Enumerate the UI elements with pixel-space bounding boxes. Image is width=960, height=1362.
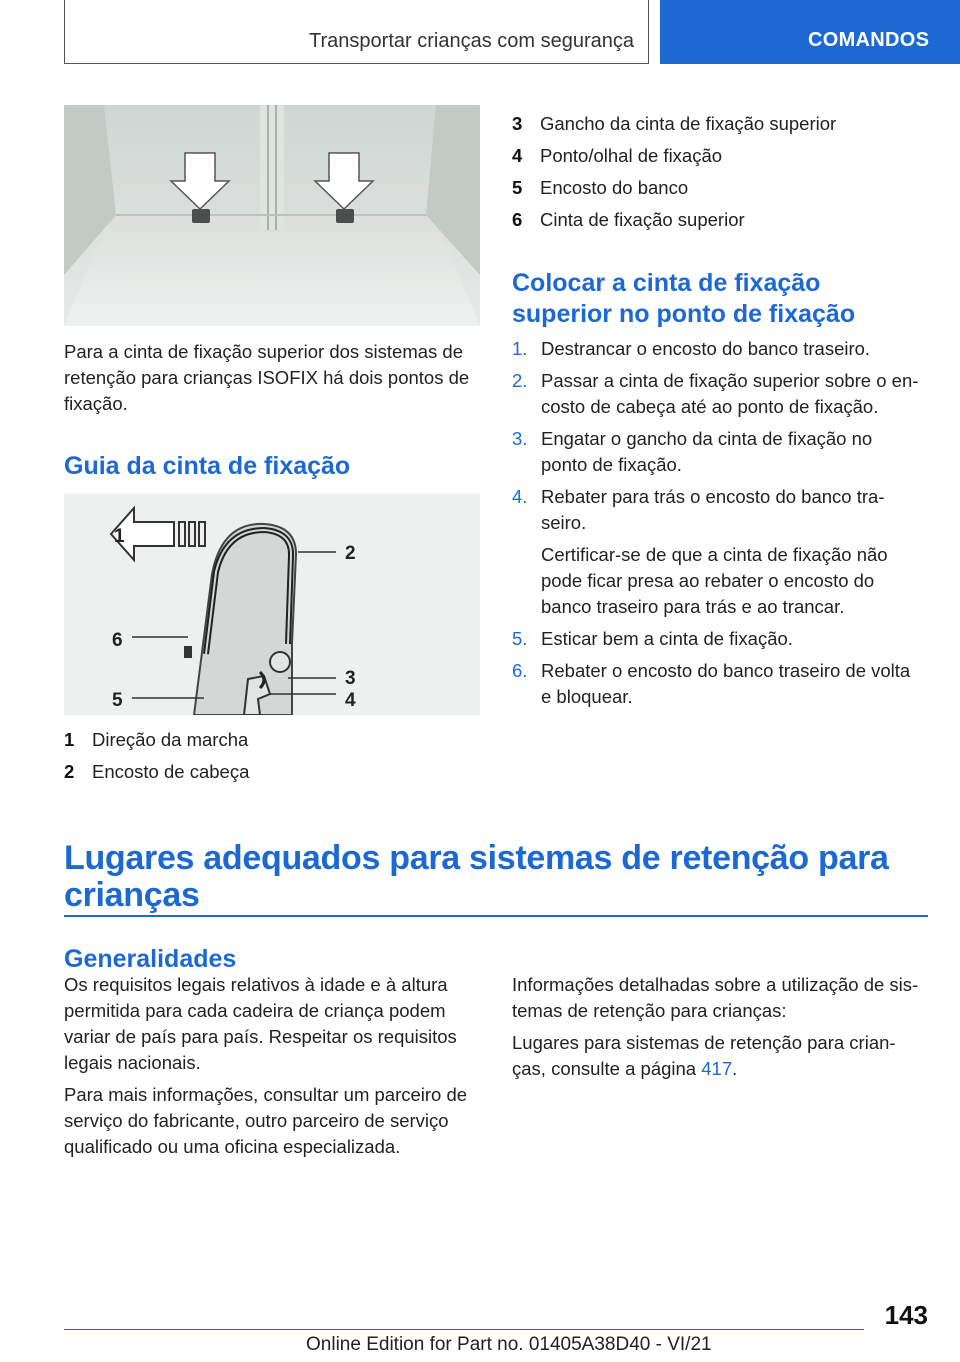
step-item: 1. Destrancar o encosto do banco traseiro. [512,338,871,359]
legend-item: 6 Cinta de fixação superior [512,209,745,230]
section-title: Lugares adequados para sistemas de retenção para crianças [64,839,889,914]
anchor-point-right [336,209,354,223]
subheading-general: Generalidades [64,945,237,973]
heading-guide: Guia da cinta de fixação [64,452,351,480]
step-note: Certificar-se de que a cinta de fixação não pode ficar presa ao rebater o encosto do banco traseiro para trás e ao trancar. [541,544,888,617]
figure2-label-2: 2 [345,543,356,564]
figure2-label-4: 4 [345,690,356,711]
figure2-label-1: 1 [114,526,125,547]
figure2-label-3: 3 [345,668,356,689]
general-paragraph-1: Os requisitos legais relativos à idade e à altura permitida para cada cadeira de criança podem variar de país para país. Respeitar os requisitos legais nacionais. [64,974,457,1073]
general-paragraph-2: Para mais informações, consultar um parceiro de serviço do fabricante, outro parceiro de serviço qualificado ou uma oficina especializada. [64,1084,468,1157]
section-divider [64,915,928,917]
step-item: 6. Rebater o encosto do banco traseiro de volta e bloquear. [512,660,911,707]
step-item: 2. Passar a cinta de fixação superior sobre o en- costo de cabeça até ao ponto de fixação. [512,370,919,417]
page-link[interactable]: 417 [701,1058,733,1079]
figure-tether-guide [64,494,480,715]
general-paragraph-3: Informações detalhadas sobre a utilização de sis- temas de retenção para crianças: [512,974,919,1021]
figure-anchor-points [64,105,480,326]
legend-right [512,108,932,236]
figure2-label-5: 5 [112,690,123,711]
header-chapter-label: COMANDOS [808,29,930,51]
page-number: 143 [884,1300,928,1330]
footer-edition: Online Edition for Part no. 01405A38D40 - VI/21 [306,1334,712,1355]
step-item: 3. Engatar o gancho da cinta de fixação no ponto de fixação. [512,428,873,475]
legend-item: 4 Ponto/olhal de fixação [512,145,723,166]
anchor-point-left [192,209,210,223]
figure1-caption: Para a cinta de fixação superior dos sistemas de retenção para crianças ISOFIX há dois pontos de fixação. [64,341,470,414]
legend-left [64,724,480,788]
legend-item: 3 Gancho da cinta de fixação superior [512,113,837,134]
general-paragraph-4: Lugares para sistemas de retenção para crian- ças, consulte a página 417. [512,1032,896,1079]
step-item: 4. Rebater para trás o encosto do banco tra- seiro. Certificar-se de que a cinta de fixação não pode ficar presa ao rebater o encosto do banco traseiro para trás e ao trancar. [512,484,932,620]
legend-item: 1 Direção da marcha [64,729,249,750]
steps-list [512,336,932,716]
header-chapter-tab[interactable] [660,0,960,64]
figure2-label-6: 6 [112,630,123,651]
footer-divider [64,1329,864,1330]
legend-item: 5 Encosto do banco [512,177,689,198]
heading-attach-tether: Colocar a cinta de fixação superior no ponto de fixação [512,269,856,328]
step-item: 5. Esticar bem a cinta de fixação. [512,628,793,649]
header-title-box [64,0,649,64]
header-section-title: Transportar crianças com segurança [309,30,634,52]
legend-item: 2 Encosto de cabeça [64,761,250,782]
